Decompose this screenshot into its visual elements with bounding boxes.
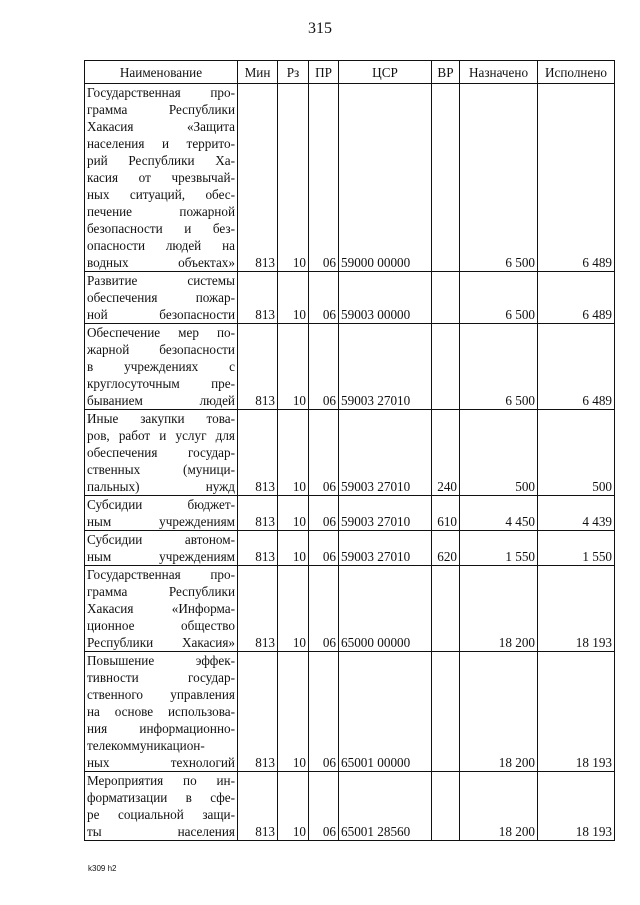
table-row bbox=[85, 272, 615, 324]
table-row bbox=[85, 772, 615, 841]
row-vr-cell bbox=[432, 324, 460, 410]
row-min-cell: 813 bbox=[238, 324, 278, 410]
row-vr-cell bbox=[432, 84, 460, 272]
header-csr: ЦСР bbox=[339, 61, 432, 84]
row-assigned-cell: 4 450 bbox=[460, 496, 538, 531]
row-vr-cell bbox=[432, 272, 460, 324]
row-assigned-cell: 18 200 bbox=[460, 566, 538, 652]
header-executed: Исполнено bbox=[538, 61, 615, 84]
row-rz-cell: 10 bbox=[278, 84, 309, 272]
row-executed-cell: 18 193 bbox=[538, 566, 615, 652]
row-name-cell bbox=[85, 531, 238, 566]
row-min-cell: 813 bbox=[238, 652, 278, 772]
row-pr-cell: 06 bbox=[309, 531, 339, 566]
row-name-text: Субсидии бюджет- ным учреждениям bbox=[87, 497, 235, 529]
row-vr-cell bbox=[432, 772, 460, 841]
row-min-cell: 813 bbox=[238, 272, 278, 324]
table-row bbox=[85, 652, 615, 772]
row-name-cell bbox=[85, 324, 238, 410]
row-name-cell bbox=[85, 566, 238, 652]
row-assigned-cell: 6 500 bbox=[460, 84, 538, 272]
row-rz-cell: 10 bbox=[278, 324, 309, 410]
row-csr-cell: 65001 00000 bbox=[339, 652, 432, 772]
row-name-text: Мероприятия по ин- форматизации в сфе- ре социальной защи- ты населения bbox=[87, 773, 235, 839]
row-rz-cell: 10 bbox=[278, 652, 309, 772]
row-pr-cell: 06 bbox=[309, 410, 339, 496]
row-min-cell: 813 bbox=[238, 410, 278, 496]
row-assigned-cell: 6 500 bbox=[460, 272, 538, 324]
row-min-cell: 813 bbox=[238, 84, 278, 272]
header-name: Наименование bbox=[85, 61, 238, 84]
header-pr: ПР bbox=[309, 61, 339, 84]
row-min-cell: 813 bbox=[238, 496, 278, 531]
row-name-cell bbox=[85, 272, 238, 324]
row-assigned-cell: 18 200 bbox=[460, 772, 538, 841]
row-pr-cell: 06 bbox=[309, 566, 339, 652]
row-executed-cell: 6 489 bbox=[538, 84, 615, 272]
row-csr-cell: 59003 27010 bbox=[339, 410, 432, 496]
header-row bbox=[85, 61, 615, 84]
row-min-cell: 813 bbox=[238, 531, 278, 566]
row-min-cell: 813 bbox=[238, 772, 278, 841]
row-csr-cell: 59003 27010 bbox=[339, 531, 432, 566]
row-executed-cell: 6 489 bbox=[538, 324, 615, 410]
row-name-cell bbox=[85, 410, 238, 496]
row-pr-cell: 06 bbox=[309, 496, 339, 531]
table-row bbox=[85, 566, 615, 652]
row-assigned-cell: 6 500 bbox=[460, 324, 538, 410]
header-assigned: Назначено bbox=[460, 61, 538, 84]
row-pr-cell: 06 bbox=[309, 324, 339, 410]
row-csr-cell: 65001 28560 bbox=[339, 772, 432, 841]
row-name-text: Государственная про- грамма Республики Хакасия «Информа- ционное общество Республики Хакасия» bbox=[87, 567, 235, 650]
row-csr-cell: 59000 00000 bbox=[339, 84, 432, 272]
row-name-text: Субсидии автоном- ным учреждениям bbox=[87, 532, 235, 564]
row-name-cell bbox=[85, 652, 238, 772]
row-name-text: Развитие системы обеспечения пожар- ной безопасности bbox=[87, 273, 235, 322]
row-assigned-cell: 18 200 bbox=[460, 652, 538, 772]
row-csr-cell: 59003 27010 bbox=[339, 324, 432, 410]
row-vr-cell bbox=[432, 652, 460, 772]
row-rz-cell: 10 bbox=[278, 496, 309, 531]
header-min: Мин bbox=[238, 61, 278, 84]
row-csr-cell: 65000 00000 bbox=[339, 566, 432, 652]
table-row bbox=[85, 531, 615, 566]
row-name-text: Повышение эффек- тивности государ- ственного управления на основе использова- ния информационно- телекоммуникацион- ных технологий bbox=[87, 653, 235, 770]
row-name-text: Государственная про- грамма Республики Хакасия «Защита населения и террито- рий Республики Ха- касия от чрезвычай- ных ситуаций, обес- печение пожарной безопасности и без- опасности людей на водных объектах» bbox=[87, 85, 235, 270]
footer-code: k309 h2 bbox=[88, 864, 117, 873]
row-csr-cell: 59003 27010 bbox=[339, 496, 432, 531]
row-executed-cell: 500 bbox=[538, 410, 615, 496]
row-pr-cell: 06 bbox=[309, 772, 339, 841]
row-vr-cell bbox=[432, 566, 460, 652]
row-executed-cell: 4 439 bbox=[538, 496, 615, 531]
budget-table bbox=[84, 60, 615, 841]
row-rz-cell: 10 bbox=[278, 531, 309, 566]
table-row bbox=[85, 84, 615, 272]
row-vr-cell: 620 bbox=[432, 531, 460, 566]
page-number: 315 bbox=[308, 20, 332, 37]
row-rz-cell: 10 bbox=[278, 272, 309, 324]
row-name-cell bbox=[85, 496, 238, 531]
row-vr-cell: 610 bbox=[432, 496, 460, 531]
row-csr-cell: 59003 00000 bbox=[339, 272, 432, 324]
row-executed-cell: 18 193 bbox=[538, 772, 615, 841]
row-name-cell bbox=[85, 772, 238, 841]
header-vr: ВР bbox=[432, 61, 460, 84]
row-rz-cell: 10 bbox=[278, 410, 309, 496]
row-min-cell: 813 bbox=[238, 566, 278, 652]
row-assigned-cell: 1 550 bbox=[460, 531, 538, 566]
row-rz-cell: 10 bbox=[278, 772, 309, 841]
row-name-cell bbox=[85, 84, 238, 272]
row-pr-cell: 06 bbox=[309, 652, 339, 772]
row-executed-cell: 18 193 bbox=[538, 652, 615, 772]
row-assigned-cell: 500 bbox=[460, 410, 538, 496]
row-name-text: Иные закупки това- ров, работ и услуг для обеспечения государ- ственных (муници- пальных) нужд bbox=[87, 411, 235, 494]
row-pr-cell: 06 bbox=[309, 84, 339, 272]
row-executed-cell: 1 550 bbox=[538, 531, 615, 566]
table-row bbox=[85, 410, 615, 496]
row-rz-cell: 10 bbox=[278, 566, 309, 652]
table-row bbox=[85, 496, 615, 531]
header-rz: Рз bbox=[278, 61, 309, 84]
row-name-text: Обеспечение мер по- жарной безопасности в учреждениях с круглосуточным пре- быванием людей bbox=[87, 325, 235, 408]
table-row bbox=[85, 324, 615, 410]
row-executed-cell: 6 489 bbox=[538, 272, 615, 324]
row-pr-cell: 06 bbox=[309, 272, 339, 324]
row-vr-cell: 240 bbox=[432, 410, 460, 496]
